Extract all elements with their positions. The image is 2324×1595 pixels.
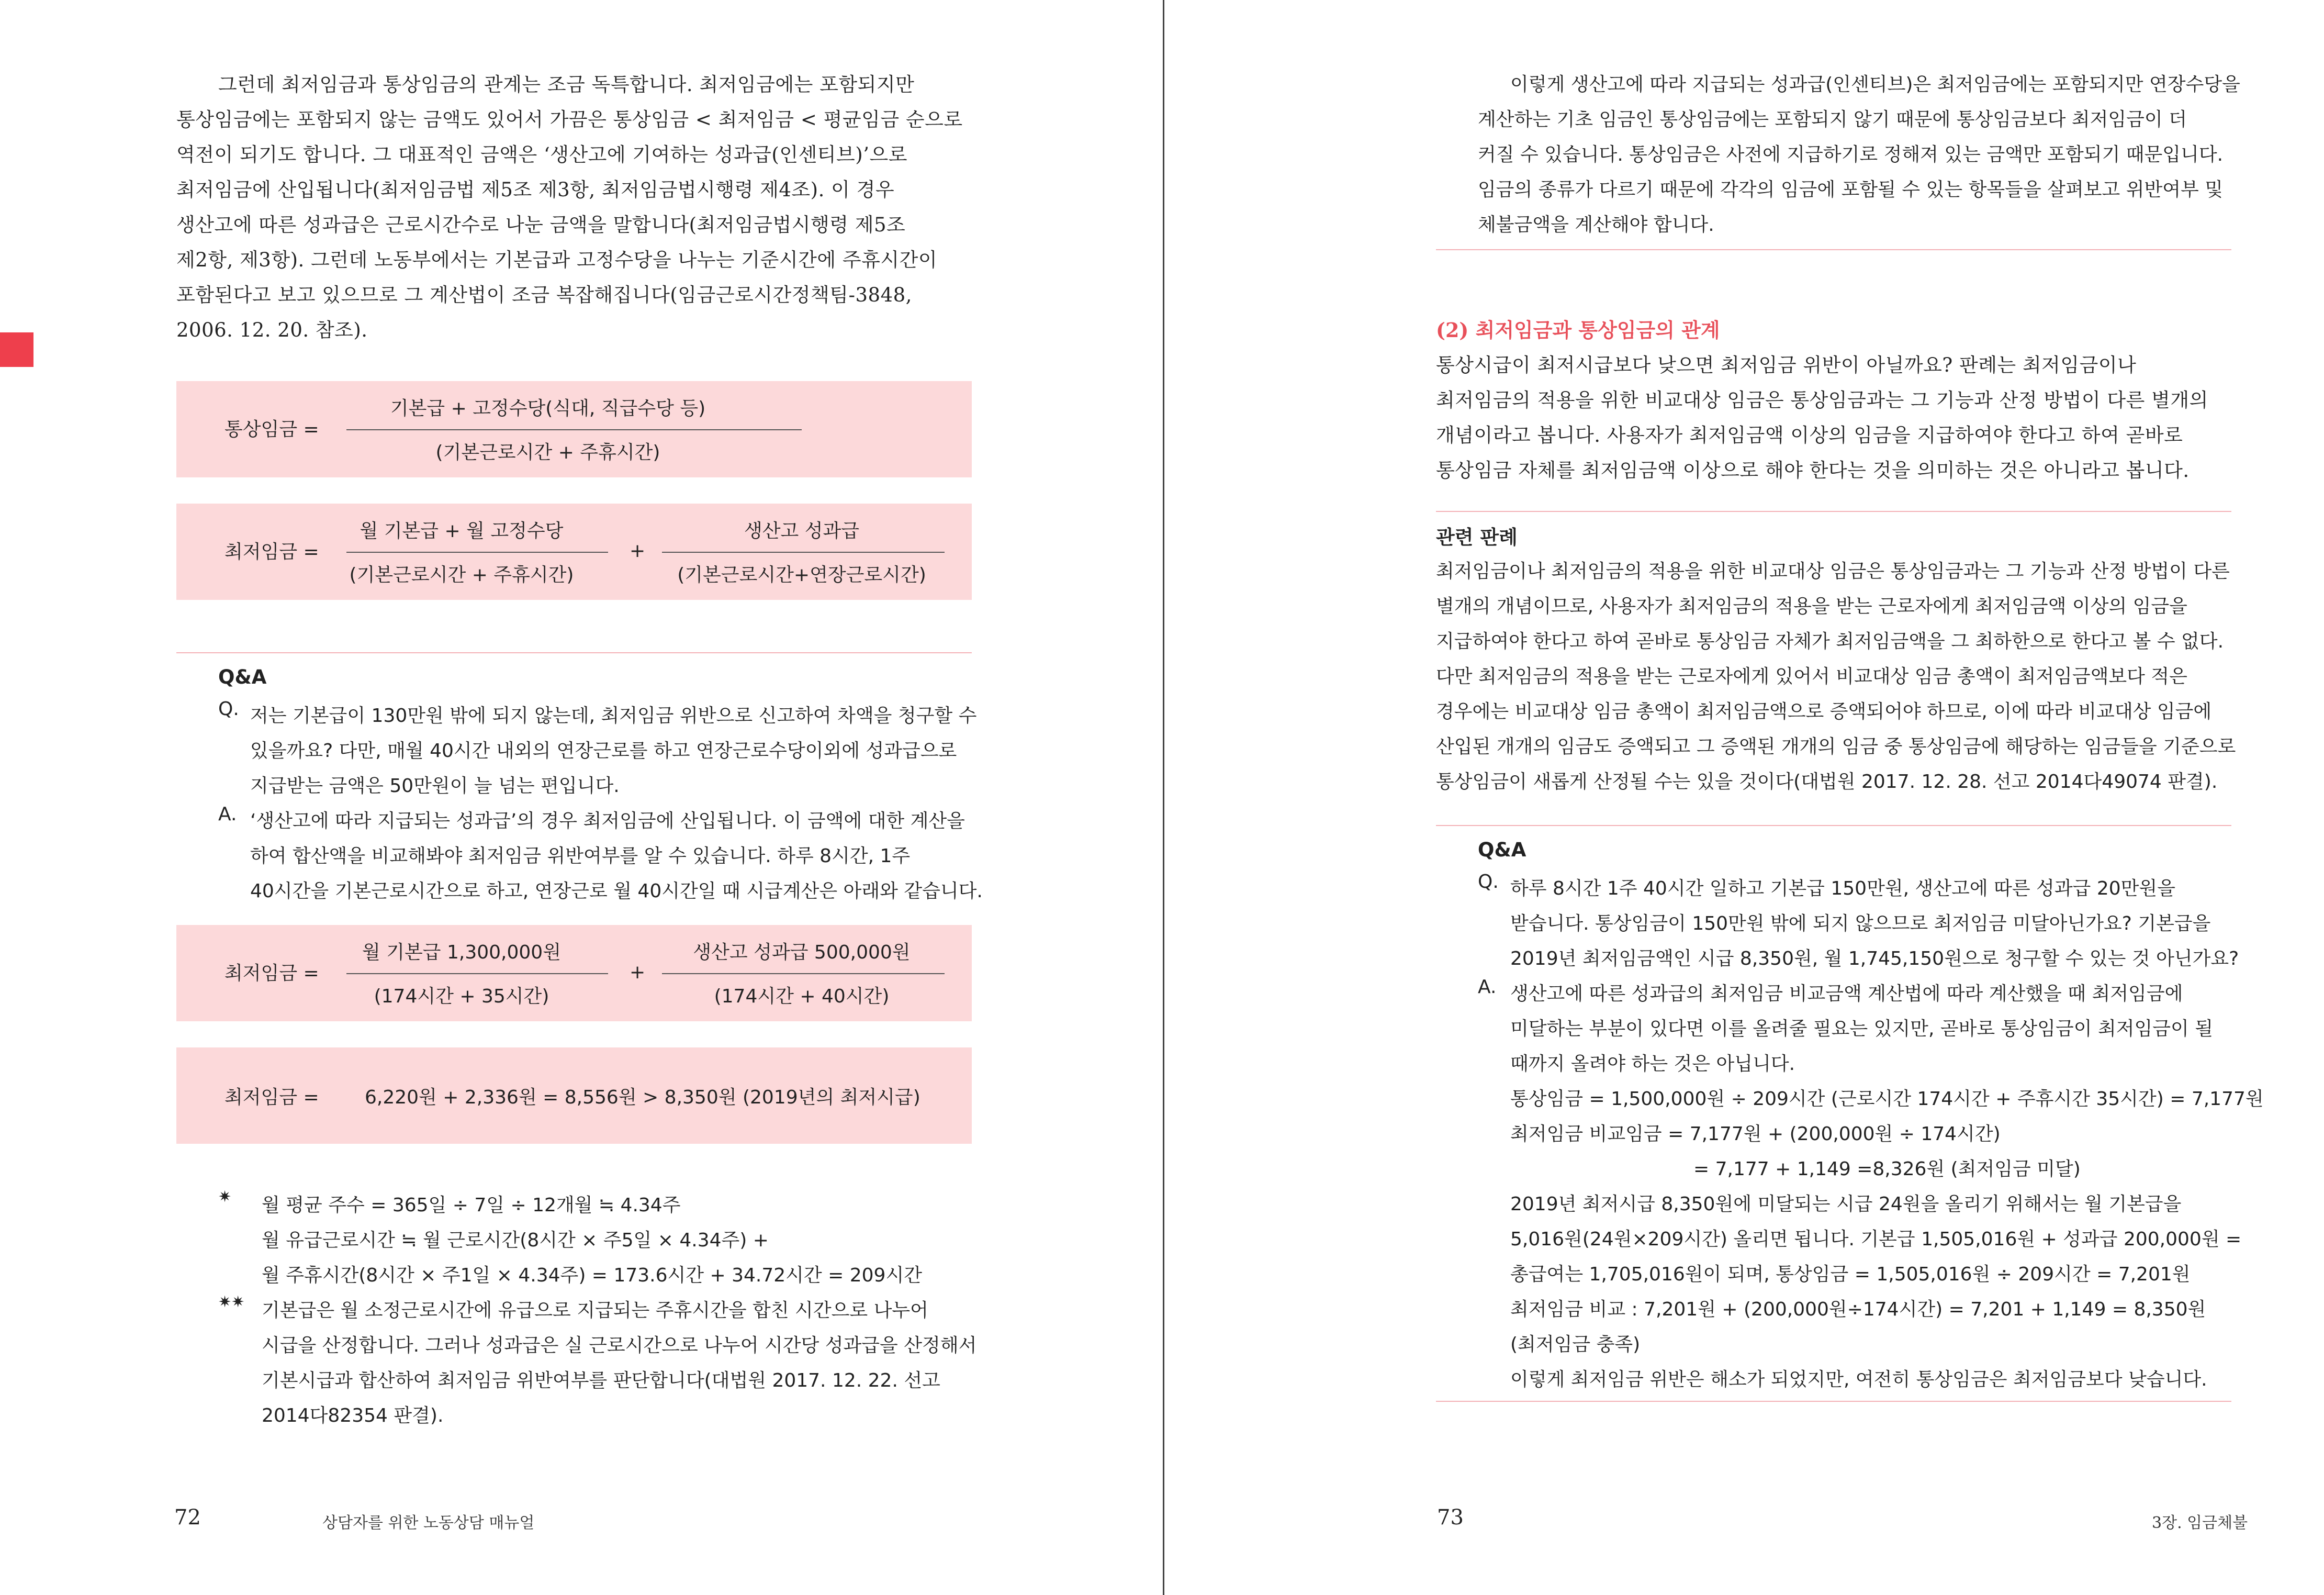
formula-label: 최저임금 = xyxy=(224,963,319,984)
answer-marker: A. xyxy=(1478,976,1497,998)
left-intro-line: 포함된다고 보고 있으므로 그 계산법이 조금 복잡해집니다(임금근로시간정책팀-3848, xyxy=(176,284,912,306)
left-intro-line: 2006. 12. 20. 참조). xyxy=(176,319,368,341)
formula-label: 최저임금 = xyxy=(224,1087,319,1108)
note-line: 월 평균 주수 = 365일 ÷ 7일 ÷ 12개월 ≒ 4.34주 xyxy=(262,1195,681,1216)
qa-divider xyxy=(176,652,972,653)
formula-label: 최저임금 = xyxy=(224,541,319,563)
section-heading: (2) 최저임금과 통상임금의 관계 xyxy=(1436,318,1720,342)
answer-marker: A. xyxy=(218,804,237,825)
formula-numerator: 월 기본급 1,300,000원 xyxy=(362,942,561,963)
qa-title: Q&A xyxy=(218,666,267,688)
formula-denominator: (기본근로시간 + 주휴시간) xyxy=(349,564,574,586)
formula-denominator: (174시간 + 40시간) xyxy=(714,986,890,1007)
question-marker: Q. xyxy=(1478,871,1499,893)
note-line: 시급을 산정합니다. 그러나 성과급은 실 근로시간으로 나누어 시간당 성과급을 산정해서 xyxy=(262,1335,977,1356)
note-line: 기본시급과 합산하여 최저임금 위반여부를 판단합니다(대법원 2017. 12. 22. 선고 xyxy=(262,1370,940,1391)
section-body-line: 통상임금 자체를 최저임금액 이상으로 해야 한다는 것을 의미하는 것은 아니라고 봅니다. xyxy=(1436,459,2190,482)
formula-box-minimum-wage-example xyxy=(176,925,972,1021)
answer-line: (최저임금 충족) xyxy=(1510,1334,1641,1355)
note-line: 기본급은 월 소정근로시간에 유급으로 지급되는 주휴시간을 합친 시간으로 나누어 xyxy=(262,1300,928,1321)
case-divider xyxy=(1436,511,2231,512)
case-body-line: 경우에는 비교대상 임금 총액이 최저임금액으로 증액되어야 하므로, 이에 따라 비교대상 임금에 xyxy=(1436,701,2212,722)
footer-chapter-title: 3장. 임금체불 xyxy=(2152,1514,2248,1532)
question-line: 있을까요? 다만, 매월 40시간 내외의 연장근로를 하고 연장근로수당이외에 성과급으로 xyxy=(250,740,957,762)
plus-sign: + xyxy=(630,540,646,562)
formula-numerator: 생산고 성과급 xyxy=(744,520,860,542)
chapter-tab-marker xyxy=(0,332,33,367)
left-intro-line: 최저임금에 산입됩니다(최저임금법 제5조 제3항, 최저임금법시행령 제4조). 이 경우 xyxy=(176,179,895,201)
qa-divider xyxy=(1436,825,2231,826)
right-intro-line: 계산하는 기초 임금인 통상임금에는 포함되지 않기 때문에 통상임금보다 최저임금이 더 xyxy=(1478,109,2187,130)
fraction-bar xyxy=(346,429,802,430)
question-line: 2019년 최저임금액인 시급 8,350원, 월 1,745,150원으로 청구할 수 있는 것 아닌가요? xyxy=(1510,948,2239,969)
right-intro-line: 체불금액을 계산해야 합니다. xyxy=(1478,214,1714,236)
fraction-bar xyxy=(346,552,608,553)
left-intro-line: 그런데 최저임금과 통상임금의 관계는 조금 독특합니다. 최저임금에는 포함되지만 xyxy=(218,73,915,96)
plus-sign: + xyxy=(630,962,646,983)
answer-line: = 7,177 + 1,149 =8,326원 (최저임금 미달) xyxy=(1693,1158,2081,1180)
left-intro-line: 통상임금에는 포함되지 않는 금액도 있어서 가끔은 통상임금 < 최저임금 < 평균임금 순으로 xyxy=(176,108,963,131)
fraction-bar xyxy=(662,973,945,974)
right-intro-line: 이렇게 생산고에 따라 지급되는 성과급(인센티브)은 최저임금에는 포함되지만 연장수당을 xyxy=(1510,74,2240,95)
note-line: 월 유급근로시간 ≒ 월 근로시간(8시간 × 주5일 × 4.34주) + xyxy=(262,1230,769,1251)
fraction-bar xyxy=(346,973,608,974)
left-intro-paragraph xyxy=(176,67,993,348)
case-body-line: 산입된 개개의 임금도 증액되고 그 증액된 개개의 임금 중 통상임금에 해당하는 임금들을 기준으로 xyxy=(1436,736,2236,757)
question-line: 받습니다. 통상임금이 150만원 밖에 되지 않으므로 최저임금 미달아닌가요? 기본급을 xyxy=(1510,913,2211,934)
answer-line: ‘생산고에 따라 지급되는 성과급’의 경우 최저임금에 산입됩니다. 이 금액에 대한 계산을 xyxy=(250,810,965,832)
case-body-line: 다만 최저임금의 적용을 받는 근로자에게 있어서 비교대상 임금 총액이 최저임금액보다 적은 xyxy=(1436,666,2187,687)
case-body-line: 최저임금이나 최저임금의 적용을 위한 비교대상 임금은 통상임금과는 그 기능과 산정 방법이 다른 xyxy=(1436,561,2230,582)
section-divider xyxy=(1436,249,2231,250)
question-line: 지급받는 금액은 50만원이 늘 넘는 편입니다. xyxy=(250,775,620,797)
formula-numerator: 기본급 + 고정수당(식대, 직급수당 등) xyxy=(390,398,706,419)
answer-line: 통상임금 = 1,500,000원 ÷ 209시간 (근로시간 174시간 + 주휴시간 35시간) = 7,177원 xyxy=(1510,1088,2264,1110)
answer-line: 때까지 올려야 하는 것은 아닙니다. xyxy=(1510,1053,1795,1075)
case-body-line: 지급하여야 한다고 하여 곧바로 통상임금 자체가 최저임금액을 그 최하한으로 한다고 볼 수 없다. xyxy=(1436,631,2224,652)
fraction-bar xyxy=(662,552,945,553)
formula-result-value: 6,220원 + 2,336원 = 8,556원 > 8,350원 (2019년의 최저시급) xyxy=(365,1087,920,1108)
note-marker-single: ✷ xyxy=(218,1188,232,1206)
question-line: 하루 8시간 1주 40시간 일하고 기본급 150만원, 생산고에 따른 성과급 20만원을 xyxy=(1510,878,2175,899)
formula-denominator: (기본근로시간+연장근로시간) xyxy=(677,564,926,586)
formula-box-ordinary-wage xyxy=(176,381,972,477)
answer-line: 총급여는 1,705,016원이 되며, 통상임금 = 1,505,016원 ÷ 209시간 = 7,201원 xyxy=(1510,1264,2191,1285)
answer-line: 이렇게 최저임금 위반은 해소가 되었지만, 여전히 통상임금은 최저임금보다 낮습니다. xyxy=(1510,1369,2207,1390)
formula-numerator: 생산고 성과급 500,000원 xyxy=(693,942,911,963)
answer-line: 생산고에 따른 성과급의 최저임금 비교금액 계산법에 따라 계산했을 때 최저임금에 xyxy=(1510,983,2183,1005)
question-line: 저는 기본급이 130만원 밖에 되지 않는데, 최저임금 위반으로 신고하여 차액을 청구할 수 xyxy=(250,705,977,727)
footer-book-title: 상담자를 위한 노동상담 매뉴얼 xyxy=(322,1514,535,1532)
right-page xyxy=(1165,0,2324,1595)
answer-line: 최저임금 비교 : 7,201원 + (200,000원÷174시간) = 7,201 + 1,149 = 8,350원 xyxy=(1510,1299,2206,1320)
case-body xyxy=(1436,554,2252,799)
page-number: 73 xyxy=(1437,1505,1464,1530)
qa-bottom-divider xyxy=(1436,1401,2231,1402)
note-marker-double: ✷✷ xyxy=(218,1293,245,1311)
section-body-line: 통상시급이 최저시급보다 낮으면 최저임금 위반이 아닐까요? 판례는 최저임금이나 xyxy=(1436,354,2137,376)
page-spine xyxy=(1163,0,1164,1595)
section-body-line: 개념이라고 봅니다. 사용자가 최저임금액 이상의 임금을 지급하여야 한다고 하여 곧바로 xyxy=(1436,424,2183,447)
formula-numerator: 월 기본급 + 월 고정수당 xyxy=(360,520,564,542)
formula-box-result xyxy=(176,1047,972,1144)
answer-line: 미달하는 부분이 있다면 이를 올려줄 필요는 있지만, 곧바로 통상임금이 최저임금이 될 xyxy=(1510,1018,2214,1040)
section-body-line: 최저임금의 적용을 위한 비교대상 임금은 통상임금과는 그 기능과 산정 방법이 다른 별개의 xyxy=(1436,389,2208,411)
case-body-line: 별개의 개념이므로, 사용자가 최저임금의 적용을 받는 근로자에게 최저임금액 이상의 임금을 xyxy=(1436,596,2187,617)
formula-denominator: (기본근로시간 + 주휴시간) xyxy=(435,442,660,463)
question-marker: Q. xyxy=(218,698,239,720)
left-intro-line: 역전이 되기도 합니다. 그 대표적인 금액은 ‘생산고에 기여하는 성과급(인센티브)’으로 xyxy=(176,143,907,166)
right-intro-line: 커질 수 있습니다. 통상임금은 사전에 지급하기로 정해져 있는 금액만 포함되기 때문입니다. xyxy=(1478,144,2224,165)
case-heading: 관련 판례 xyxy=(1436,526,1518,549)
answer-line: 하여 합산액을 비교해봐야 최저임금 위반여부를 알 수 있습니다. 하루 8시간, 1주 xyxy=(250,845,911,867)
left-intro-line: 생산고에 따른 성과급은 근로시간수로 나눈 금액을 말합니다(최저임금법시행령 제5조 xyxy=(176,214,906,236)
right-intro-line: 임금의 종류가 다르기 때문에 각각의 임금에 포함될 수 있는 항목들을 살펴보고 위반여부 및 xyxy=(1478,179,2224,200)
case-body-line: 통상임금이 새롭게 산정될 수는 있을 것이다(대법원 2017. 12. 28. 선고 2014다49074 판결). xyxy=(1436,771,2218,793)
right-intro-paragraph xyxy=(1478,67,2263,242)
left-intro-line: 제2항, 제3항). 그런데 노동부에서는 기본급과 고정수당을 나누는 기준시간에 주휴시간이 xyxy=(176,249,938,271)
formula-box-minimum-wage xyxy=(176,504,972,600)
answer-line: 5,016원(24원×209시간) 올리면 됩니다. 기본급 1,505,016원 + 성과급 200,000원 = xyxy=(1510,1229,2242,1250)
note-line: 2014다82354 판결). xyxy=(262,1405,444,1426)
note-line: 월 주휴시간(8시간 × 주1일 × 4.34주) = 173.6시간 + 34.72시간 = 209시간 xyxy=(262,1265,923,1286)
formula-label: 통상임금 = xyxy=(224,419,319,440)
answer-line: 40시간을 기본근로시간으로 하고, 연장근로 월 40시간일 때 시급계산은 아래와 같습니다. xyxy=(250,880,983,902)
section-body xyxy=(1436,348,2252,488)
qa-title: Q&A xyxy=(1478,839,1526,861)
answer-line: 2019년 최저시급 8,350원에 미달되는 시급 24원을 올리기 위해서는 월 기본급을 xyxy=(1510,1194,2182,1215)
answer-line: 최저임금 비교임금 = 7,177원 + (200,000원 ÷ 174시간) xyxy=(1510,1123,2001,1145)
formula-denominator: (174시간 + 35시간) xyxy=(374,986,549,1007)
page-number: 72 xyxy=(174,1505,201,1530)
